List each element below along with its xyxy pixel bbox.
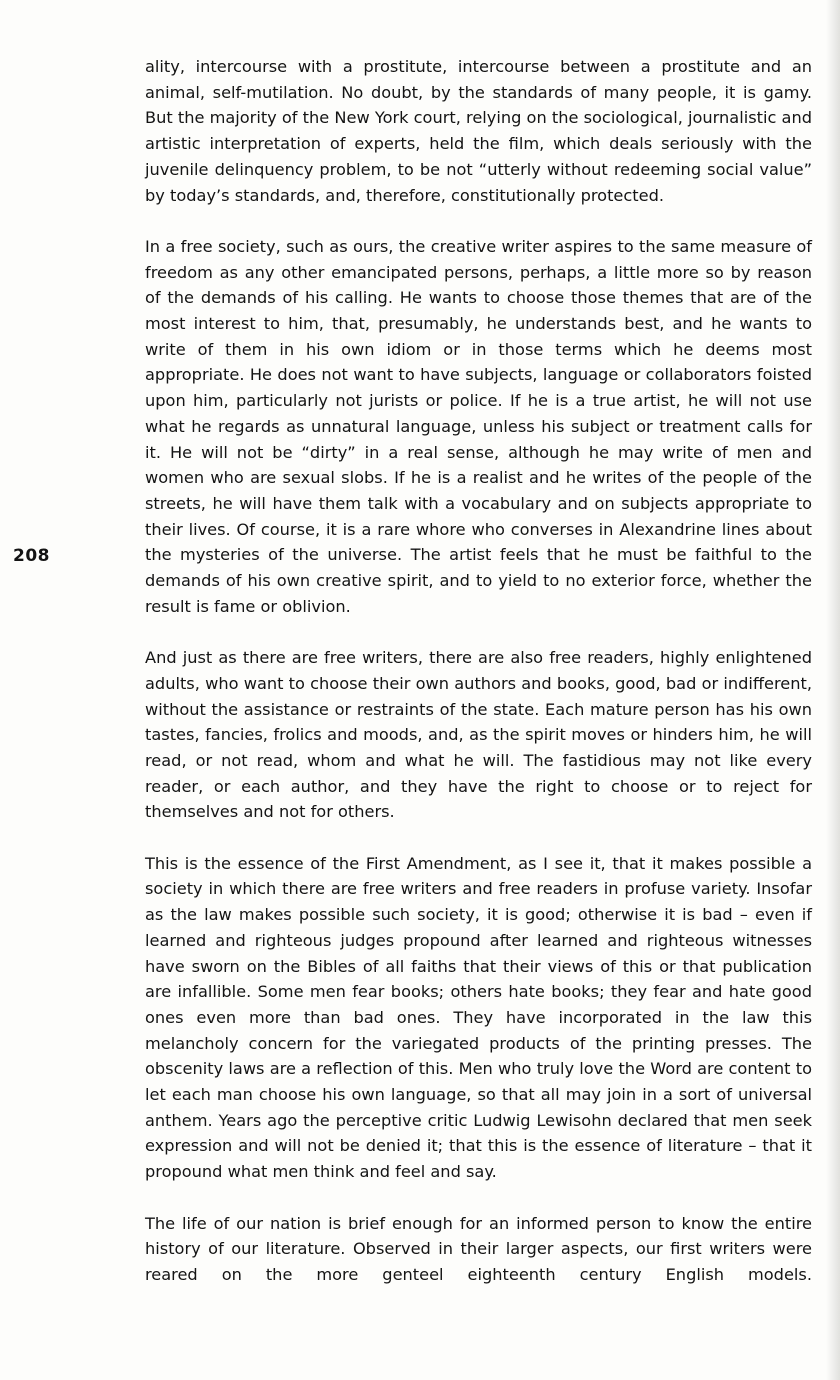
paragraph-2: In a free society, such as ours, the creative writer aspires to the same measure of freedom as any other emancipated persons, perhaps, a little more so by reason of the demands of his calling. He wants to choose those themes that are of the most interest to him, that, presumably, he understands best, and he wants to write of them in his own idiom or in those terms which he deems most appropriate. He does not want to have subjects, language or collaborators foisted upon him, particularly not jurists or police. If he is a true artist, he will not use what he regards as unnatural language, unless his subject or treatment calls for it. He will not be “dirty” in a real sense, although he may write of men and women who are sexual slobs. If he is a realist and he writes of the people of the streets, he will have them talk with a vocabulary and on subjects appropriate to their lives. Of course, it is a rare whore who converses in Alexandrine lines about the mysteries of the universe. The artist feels that he must be faithful to the demands of his own creative spirit, and to yield to no exterior force, whether the result is fame or oblivion. — [145, 236, 812, 616]
paragraph-4: This is the essence of the First Amendment, as I see it, that it makes possible a society in which there are free writers and free readers in profuse variety. Insofar as the law makes possible such society, it is good; otherwise it is bad – even if learned and righteous judges propound after learned and righteous witnesses have sworn on the Bibles of all faiths that their views of this or that publication are infallible. Some men fear books; others hate books; they fear and hate good ones even more than bad ones. They have incorporated in the law this melancholy concern for the variegated products of the printing presses. The obscenity laws are a reflection of this. Men who truly love the Word are content to let each man choose his own language, so that all may join in a sort of universal anthem. Years ago the perceptive critic Ludwig Lewisohn declared that men seek expression and will not be denied it; that this is the essence of literature – that it propound what men think and feel and say. — [145, 853, 812, 1182]
paragraph-1: ality, intercourse with a prostitute, intercourse between a prostitute and an animal, self-mutilation. No doubt, by the standards of many people, it is gamy. But the majority of the New York court, relying on the sociological, journalistic and artistic interpretation of experts, held the film, which deals seriously with the juvenile delinquency problem, to be not “utterly without redeeming social value” by today’s standards, and, therefore, constitutionally protected. — [145, 57, 812, 205]
page-number: 208 — [13, 546, 50, 566]
paragraph-3: And just as there are free writers, there are also free readers, highly enlightened adults, who want to choose their own authors and books, good, bad or indifferent, without the assistance or restraints of the state. Each mature person has his own tastes, fancies, frolics and moods, and, as the spirit moves or hinders him, he will read, or not read, whom and what he will. The fastidious may not like every reader, or each author, and they have the right to choose or to reject for themselves and not for others. — [145, 648, 812, 822]
body-text — [145, 54, 812, 1313]
paragraph-5: The life of our nation is brief enough for an informed person to know the entire history of our literature. Observed in their larger aspects, our first writers were reared on the more genteel eighteenth century English models. — [145, 1213, 812, 1284]
page-edge-shadow — [826, 0, 840, 1380]
